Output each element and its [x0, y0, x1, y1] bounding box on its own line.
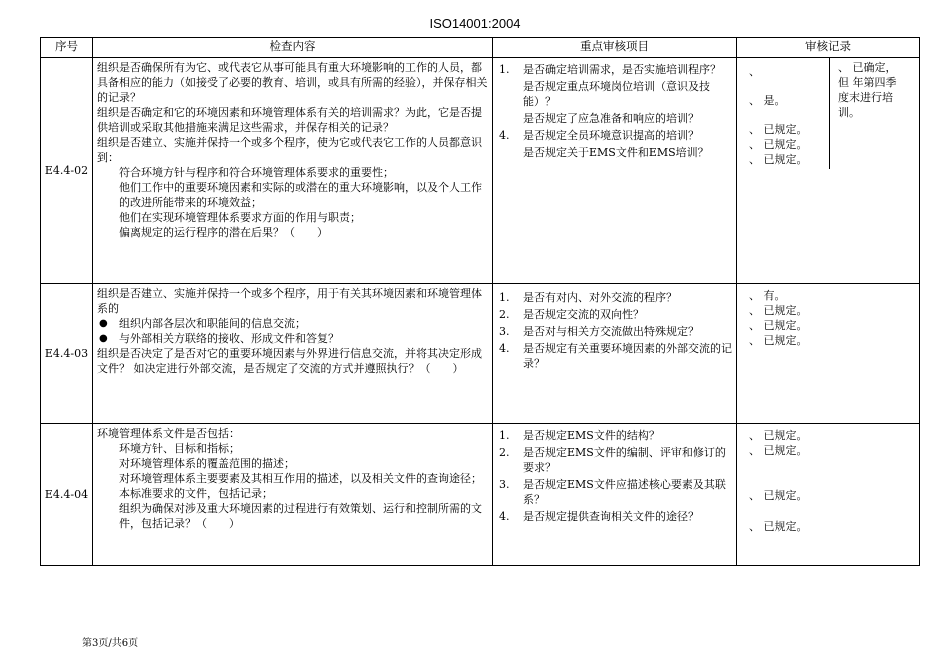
- record-entry: 、: [749, 65, 760, 78]
- row-code: E4.4-02: [41, 58, 93, 284]
- record-entry: 、 已规定。: [749, 304, 808, 317]
- row-content: [93, 284, 493, 424]
- key-item: 1. 是否确定培训需求，是否实施培训程序？: [499, 63, 721, 76]
- key-item: 1. 是否有对内、对外交流的程序？: [499, 291, 677, 304]
- record-entry: 、 是。: [749, 94, 786, 107]
- record-entry: 、 已规定。: [749, 123, 808, 136]
- content-item: 对环境管理体系主要要素及其相互作用的描述，以及相关文件的查询途径；: [119, 472, 482, 485]
- key-item: 2. 是否规定EMS文件的编制、评审和修订的要求？: [499, 446, 726, 474]
- key-item: 3. 是否对与相关方交流做出特殊规定？: [499, 325, 699, 338]
- record-entry: 、 已规定。: [749, 489, 808, 502]
- key-item: 是否规定了应急准备和响应的培训？: [523, 112, 699, 125]
- key-item: 1. 是否规定EMS文件的结构？: [499, 429, 660, 442]
- table-row: [41, 58, 920, 284]
- header-seq: 序号: [41, 38, 93, 58]
- header-key-items: 重点审核项目: [493, 38, 737, 58]
- content-item: 符合环境方针与程序和符合环境管理体系要求的重要性；: [119, 166, 394, 179]
- content-item: 偏离规定的运行程序的潜在后果？（ ）: [119, 226, 328, 239]
- content-item: 本标准要求的文件，包括记录；: [119, 487, 273, 500]
- content-item: 他们在实现环境管理体系要求方面的作用与职责；: [119, 211, 361, 224]
- record-remark: 、 已确定，但 年第四季度末进行培训。: [838, 61, 897, 119]
- record-entry: 、 有。: [749, 289, 786, 302]
- row-key-items: [493, 58, 737, 284]
- record-entry: 、 已规定。: [749, 138, 808, 151]
- record-entry: 、 已规定。: [749, 444, 808, 457]
- content-paragraph: 组织是否确定和它的环境因素和环境管理体系有关的培训需求？为此，它是否提供培训或采取其他措施来满足这些需求，并保存相关的记录？: [97, 106, 482, 134]
- record-entry: 、 已规定。: [749, 334, 808, 347]
- record-entry: 、 已规定。: [749, 520, 808, 533]
- table-row: [41, 284, 920, 424]
- content-paragraph: 组织是否决定了是否对它的重要环境因素与外界进行信息交流，并将其决定形成文件？ 如决定进行外部交流，是否规定了交流的方式并遵照执行？（ ）: [97, 347, 482, 375]
- content-bullet: ● 组织内部各层次和职能间的信息交流；: [97, 316, 488, 331]
- row-record: [737, 58, 920, 284]
- key-item: 4. 是否规定提供查询相关文件的途径？: [499, 510, 699, 523]
- content-paragraph: 组织是否建立、实施并保持一个或多个程序，用于有关其环境因素和环境管理体系的: [97, 287, 482, 315]
- header-content: 检查内容: [93, 38, 493, 58]
- audit-checklist-table: [40, 37, 920, 566]
- record-entry: 、 已规定。: [749, 153, 808, 166]
- header-record: 审核记录: [737, 38, 920, 58]
- key-item: 3. 是否规定EMS文件应描述核心要素及其联系？: [499, 478, 726, 506]
- key-item: 4. 是否规定有关重要环境因素的外部交流的记录？: [499, 342, 732, 370]
- content-paragraph: 组织是否确保所有为它、或代表它从事可能具有重大环境影响的工作的人员，都具备相应的能力（如接受了必要的教育、培训，或具有所需的经验），并保存相关的记录？: [97, 61, 488, 104]
- record-entry: 、 已规定。: [749, 429, 808, 442]
- row-code: E4.4-03: [41, 284, 93, 424]
- row-content: [93, 58, 493, 284]
- table-header-row: [41, 38, 920, 58]
- content-item: 对环境管理体系的覆盖范围的描述；: [119, 457, 295, 470]
- row-key-items: [493, 424, 737, 566]
- row-record: [737, 424, 920, 566]
- row-content: [93, 424, 493, 566]
- content-paragraph: 组织是否建立、实施并保持一个或多个程序，使为它或代表它工作的人员都意识到：: [97, 136, 482, 164]
- record-entry: 、 已规定。: [749, 319, 808, 332]
- key-item: 是否规定关于EMS文件和EMS培训？: [523, 146, 709, 159]
- content-item: 组织为确保对涉及重大环境因素的过程进行有效策划、运行和控制所需的文件，包括记录？（ ）: [119, 502, 482, 530]
- table-row: [41, 424, 920, 566]
- content-item: 他们工作中的重要环境因素和实际的或潜在的重大环境影响，以及个人工作的改进所能带来的环境效益；: [119, 181, 482, 209]
- content-item: 环境方针、目标和指标；: [119, 442, 240, 455]
- document-title: ISO14001:2004: [429, 16, 521, 31]
- key-item: 是否规定重点环境岗位培训（意识及技能）？: [523, 80, 710, 108]
- content-paragraph: 环境管理体系文件是否包括：: [97, 427, 240, 440]
- row-key-items: [493, 284, 737, 424]
- key-item: 2. 是否规定交流的双向性？: [499, 308, 644, 321]
- content-bullet: ● 与外部相关方联络的接收、形成文件和答复？: [97, 331, 488, 346]
- row-record: [737, 284, 920, 424]
- page-footer: 第3页/共6页: [82, 638, 139, 649]
- key-item: 4. 是否规定全员环境意识提高的培训？: [499, 129, 699, 142]
- row-code: E4.4-04: [41, 424, 93, 566]
